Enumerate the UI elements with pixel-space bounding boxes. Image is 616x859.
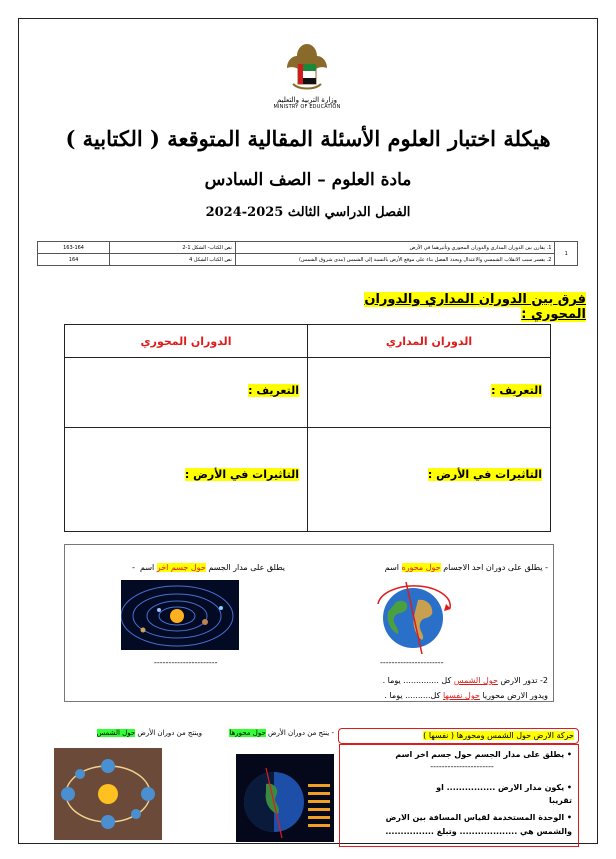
orbital-definition-cell[interactable] — [308, 358, 551, 428]
solar-system-image — [121, 580, 239, 650]
outcome-text: 2. يفسر سبب الانقلاب الشمسي والاعتدال ويحدد الفصل بناء على موقع الأرض بالنسبة إلى الشمس (مدى شروق الشمس) — [235, 254, 554, 266]
term-line: الفصل الدراسي الثالث 2025-2024 — [205, 205, 411, 220]
question-3: • الوحدة المستخدمة لقياس المسافة بين الارض — [385, 813, 572, 822]
seasons-orbit-image — [54, 748, 162, 840]
subject-line: مادة العلوم – الصف السادس — [204, 170, 412, 190]
axial-definition-cell[interactable] — [65, 358, 308, 428]
question-2-cont: تقريبا — [548, 796, 572, 805]
outcome-pages: 164 — [38, 254, 110, 266]
motion-title: حركة الارض حول الشمس ومحورها ( نفسها ) — [338, 728, 579, 744]
axial-rotation-question: - يطلق على دوران احد الاجسام حول محوره اسم — [384, 563, 548, 572]
question-1: • يطلق على مدار الجسم حول جسم اخر اسم — [395, 750, 572, 759]
table-row — [38, 254, 578, 266]
ministry-name-en: MINISTRY OF EDUCATION — [273, 104, 341, 110]
definition-label: التعريف : — [248, 384, 299, 397]
question-1-answer-line[interactable]: ---------------------- — [430, 762, 494, 771]
axial-result-label: - ينتج من دوران الأرض حول محورها — [229, 729, 334, 737]
question-2: • يكون مدار الارض ................ او — [436, 783, 572, 792]
ministry-name-ar: وزارة التربية والتعليم — [276, 96, 338, 104]
outcome-reference: نص الكتاب- الشكل 1-2 — [110, 242, 236, 254]
axial-answer-line[interactable]: ---------------------- — [380, 658, 444, 667]
axial-rotation-header: الدوران المحوري — [65, 325, 308, 358]
question-3-cont: والشمس هي ................... وتبلغ ................ — [385, 827, 572, 836]
questions-box — [339, 744, 579, 847]
orbital-result-label: وينتج من دوران الأرض حول الشمس — [96, 729, 202, 737]
orbital-rotation-header: الدوران المداري — [308, 325, 551, 358]
earth-axis-question: ويدور الارض محوريا حول نفسها كل.......... يوما . — [384, 691, 548, 700]
outcome-pages: 163-164 — [38, 242, 110, 254]
axial-effects-cell[interactable] — [65, 428, 308, 532]
comparison-table — [64, 324, 551, 532]
orbital-effects-cell[interactable] — [308, 428, 551, 532]
table-row — [38, 242, 578, 254]
orbital-answer-line[interactable]: ---------------------- — [154, 658, 218, 667]
document-title: هيكلة اختبار العلوم الأسئلة المقالية المتوقعة ( الكتابية ) — [65, 126, 551, 151]
emblem-logo — [283, 40, 331, 94]
outcome-reference: نص الكتاب الشكل 4 — [110, 254, 236, 266]
comparison-heading: فرق بين الدوران المداري والدوران المحوري : — [364, 292, 586, 322]
earth-day-night-image — [236, 754, 334, 842]
definition-label: التعريف : — [491, 384, 542, 397]
effects-label: التاثيرات في الأرض : — [184, 468, 299, 481]
earth-rotation-image — [366, 578, 460, 654]
effects-label: التاثيرات في الأرض : — [427, 468, 542, 481]
orbital-rotation-question: يطلق على مدار الجسم حول جسم اخر اسم - — [132, 563, 285, 572]
outcomes-table — [37, 241, 578, 266]
earth-orbit-question: 2- تدور الارض حول الشمس كل .............. يوما . — [382, 676, 548, 685]
outcome-text: 1. يقارن بين الدوران المداري والدوران المحوري وتأثيرهما في الأرض — [235, 242, 554, 254]
outcome-number: 1 — [555, 242, 578, 266]
